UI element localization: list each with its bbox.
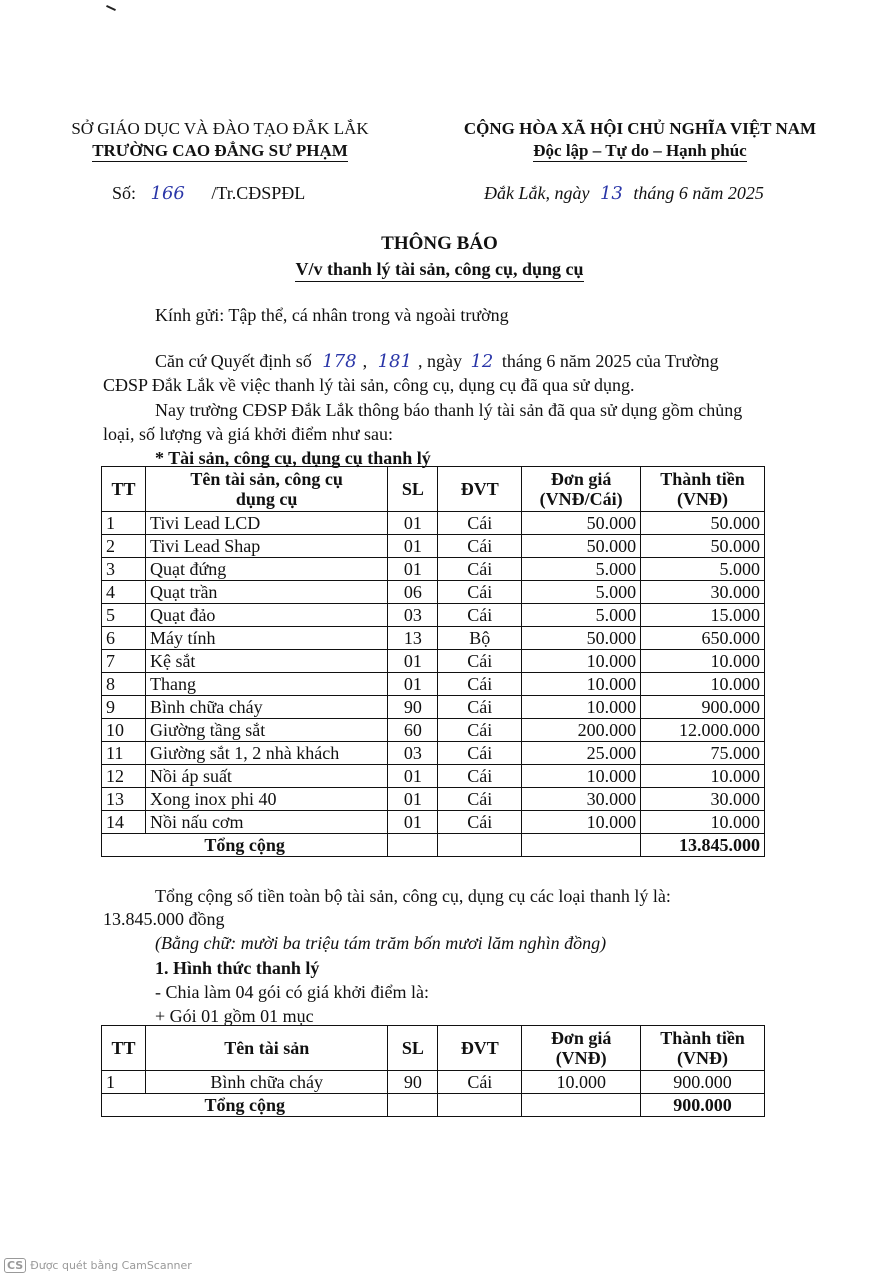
- table-total-row: [102, 1094, 765, 1117]
- header-total: Thành tiền (VNĐ): [641, 1026, 765, 1071]
- header-name: Tên tài sản: [145, 1026, 387, 1071]
- table-row: 1 Bình chữa cháy 90 Cái 10.000 900.000: [102, 1071, 765, 1094]
- summary-line2: 13.845.000 đồng: [103, 909, 225, 929]
- table-row: 9 Bình chữa cháy 90 Cái 10.000 900.000: [102, 696, 765, 719]
- national-name: CỘNG HÒA XÃ HỘI CHỦ NGHĨA VIỆT NAM: [463, 119, 817, 138]
- total-label: Tổng cộng: [102, 1094, 388, 1117]
- header-price: Đơn giá (VNĐ): [522, 1026, 641, 1071]
- table-row: 13 Xong inox phi 40 01 Cái 30.000 30.000: [102, 788, 765, 811]
- section-1-line2: + Gói 01 gồm 01 mục: [155, 1006, 314, 1026]
- table-row: 1 Tivi Lead LCD 01 Cái 50.000 50.000: [102, 512, 765, 535]
- document-title: THÔNG BÁO: [381, 233, 498, 254]
- table-row: 7 Kệ sắt 01 Cái 10.000 10.000: [102, 650, 765, 673]
- table-row: 4 Quạt trần 06 Cái 5.000 30.000: [102, 581, 765, 604]
- table-total-row: [102, 834, 765, 857]
- header-dvt: ĐVT: [438, 467, 522, 512]
- total-value: 13.845.000: [641, 834, 765, 857]
- section-1-line1: - Chia làm 04 gói có giá khởi điểm là:: [155, 982, 429, 1002]
- notice-paragraph-line1: Nay trường CĐSP Đắk Lắk thông báo thanh lý tài sản đã qua sử dụng gồm chủng: [155, 400, 743, 420]
- section-heading: * Tài sản, công cụ, dụng cụ thanh lý: [155, 448, 431, 468]
- header-tt: TT: [102, 467, 146, 512]
- total-label: Tổng cộng: [102, 834, 388, 857]
- header-tt: TT: [102, 1026, 146, 1071]
- header-name: Tên tài sản, công cụ dụng cụ: [145, 467, 387, 512]
- table-row: 5 Quạt đảo 03 Cái 5.000 15.000: [102, 604, 765, 627]
- header-price: Đơn giá (VNĐ/Cái): [522, 467, 641, 512]
- table-header-row: [102, 467, 765, 512]
- table-row: 11 Giường sắt 1, 2 nhà khách 03 Cái 25.000 75.000: [102, 742, 765, 765]
- handwritten-day: 13: [599, 183, 623, 204]
- table-header-row: [102, 1026, 765, 1071]
- assets-table: [101, 466, 765, 857]
- summary-in-words: (Bằng chữ: mười ba triệu tám trăm bốn mươi lăm nghìn đồng): [155, 933, 607, 953]
- table-row: 8 Thang 01 Cái 10.000 10.000: [102, 673, 765, 696]
- scan-mark: [106, 5, 116, 11]
- table-row: 12 Nồi áp suất 01 Cái 10.000 10.000: [102, 765, 765, 788]
- handwritten-decision-2: 181: [377, 351, 412, 372]
- issuer-block: [50, 118, 390, 162]
- recipient: Kính gửi: Tập thể, cá nhân trong và ngoài trường: [155, 305, 509, 325]
- handwritten-decision-1: 178: [322, 351, 357, 372]
- handwritten-decision-day: 12: [470, 351, 494, 372]
- summary-line1: Tổng cộng số tiền toàn bộ tài sản, công cụ, dụng cụ các loại thanh lý là:: [155, 886, 671, 906]
- camscanner-watermark: [4, 1258, 192, 1273]
- camscanner-text: Được quét bằng CamScanner: [30, 1259, 192, 1272]
- table-row: 10 Giường tầng sắt 60 Cái 200.000 12.000.000: [102, 719, 765, 742]
- issuer-department: SỞ GIÁO DỤC VÀ ĐÀO TẠO ĐẮK LẮK: [71, 119, 369, 138]
- document-number: Số: 166 /Tr.CĐSPĐL: [112, 183, 306, 204]
- package-1-table: [101, 1025, 765, 1117]
- national-motto: Độc lập – Tự do – Hạnh phúc: [533, 141, 747, 160]
- handwritten-number: 166: [150, 183, 185, 204]
- header-sl: SL: [388, 467, 438, 512]
- notice-paragraph-line2: loại, số lượng và giá khởi điểm như sau:: [103, 424, 394, 444]
- table-row: 14 Nồi nấu cơm 01 Cái 10.000 10.000: [102, 811, 765, 834]
- document-subject: V/v thanh lý tài sản, công cụ, dụng cụ: [295, 257, 583, 282]
- header-dvt: ĐVT: [438, 1026, 522, 1071]
- basis-paragraph-line1: Căn cứ Quyết định số 178 , 181 , ngày 12 tháng 6 năm 2025 của Trường: [155, 351, 719, 372]
- document-date: Đắk Lắk, ngày 13 tháng 6 năm 2025: [484, 183, 764, 204]
- national-motto-block: [440, 118, 840, 162]
- issuer-school: TRƯỜNG CAO ĐẲNG SƯ PHẠM: [92, 141, 348, 160]
- camscanner-logo-icon: CS: [4, 1258, 26, 1273]
- table-row: 6 Máy tính 13 Bộ 50.000 650.000: [102, 627, 765, 650]
- header-sl: SL: [388, 1026, 438, 1071]
- table-row: 3 Quạt đứng 01 Cái 5.000 5.000: [102, 558, 765, 581]
- basis-paragraph-line2: CĐSP Đắk Lắk về việc thanh lý tài sản, công cụ, dụng cụ đã qua sử dụng.: [103, 375, 635, 395]
- total-value: 900.000: [641, 1094, 765, 1117]
- section-1-heading: 1. Hình thức thanh lý: [155, 958, 320, 978]
- table-row: 2 Tivi Lead Shap 01 Cái 50.000 50.000: [102, 535, 765, 558]
- header-total: Thành tiền (VNĐ): [641, 467, 765, 512]
